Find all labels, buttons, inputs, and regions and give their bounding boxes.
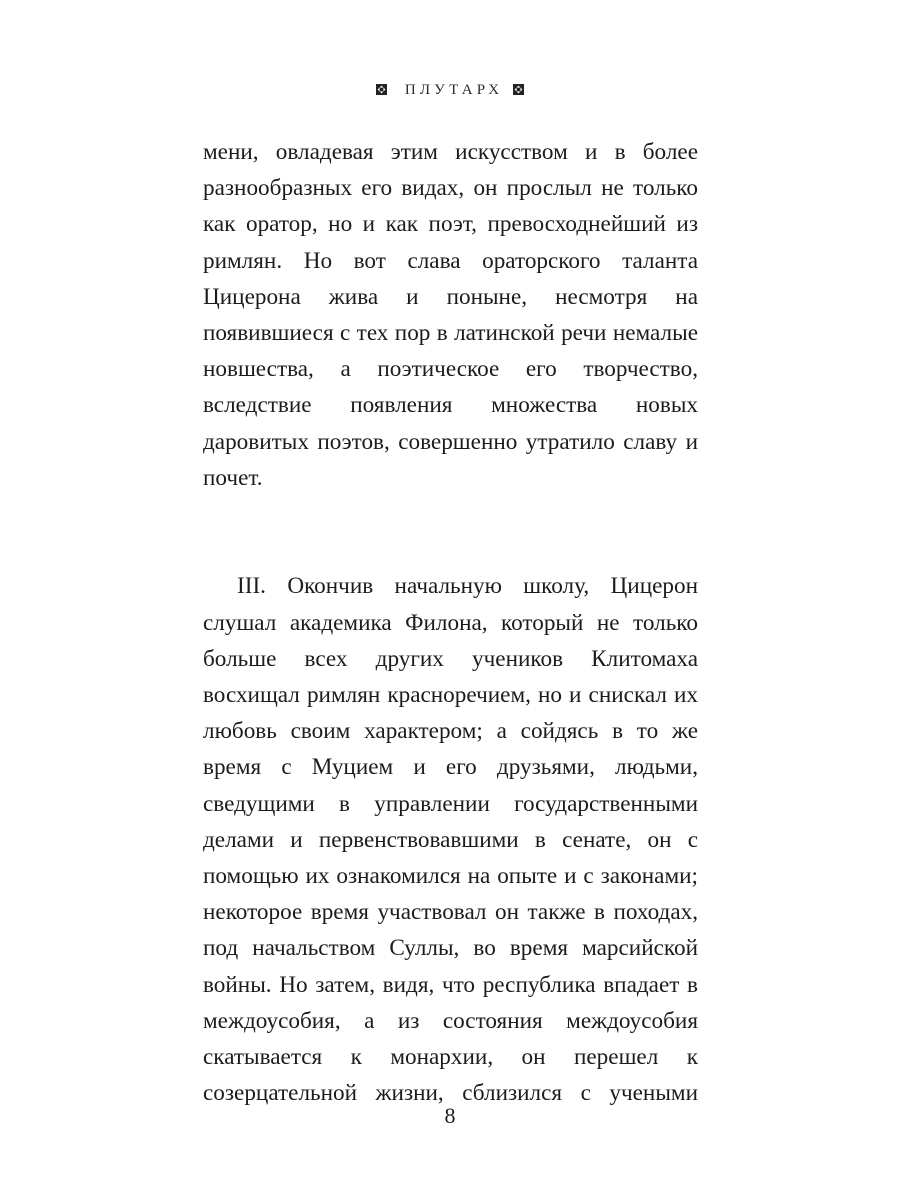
page-number: 8 [444, 1103, 456, 1128]
paragraph-chapter-three: III. Окончив начальную школу, Цицерон слушал академика Филона, который не только больше всех других учеников Клитомаха восхищал римлян красноречием, но и снискал их любовь своим характером; а сойдясь в то же время с Муцием и его друзьями, людьми, сведущими в управлении государственными делами и первенствовавшими в сенате, он с помощью их ознакомился на опыте и с законами; некоторое время участвовал он также в походах, под начальством Суллы, во время марсийской войны. Но затем, видя, что республика впадает в междоусобия, а из состояния междоусобия скатывается к монархии, он перешел к созерцательной жизни, сблизился с учеными [203, 573, 698, 1107]
body-text-block [203, 134, 698, 1148]
running-head [0, 82, 900, 98]
square-diamond-ornament-icon [376, 84, 387, 95]
running-head-title: ПЛУТАРХ [404, 81, 504, 98]
paragraph-continuation: мени, овладевая этим искусством и в более разнообразных его видах, он прослыл не только как оратор, но и как поэт, превосходнейший из римлян. Но вот слава ораторского таланта Цицерона жива и поныне, несмотря на появившиеся с тех пор в латинской речи немалые новшества, а поэтическое его творчество, вследствие появления множества новых даровитых поэтов, совершенно утратило славу и почет. [203, 139, 698, 491]
square-diamond-ornament-icon [513, 84, 524, 95]
